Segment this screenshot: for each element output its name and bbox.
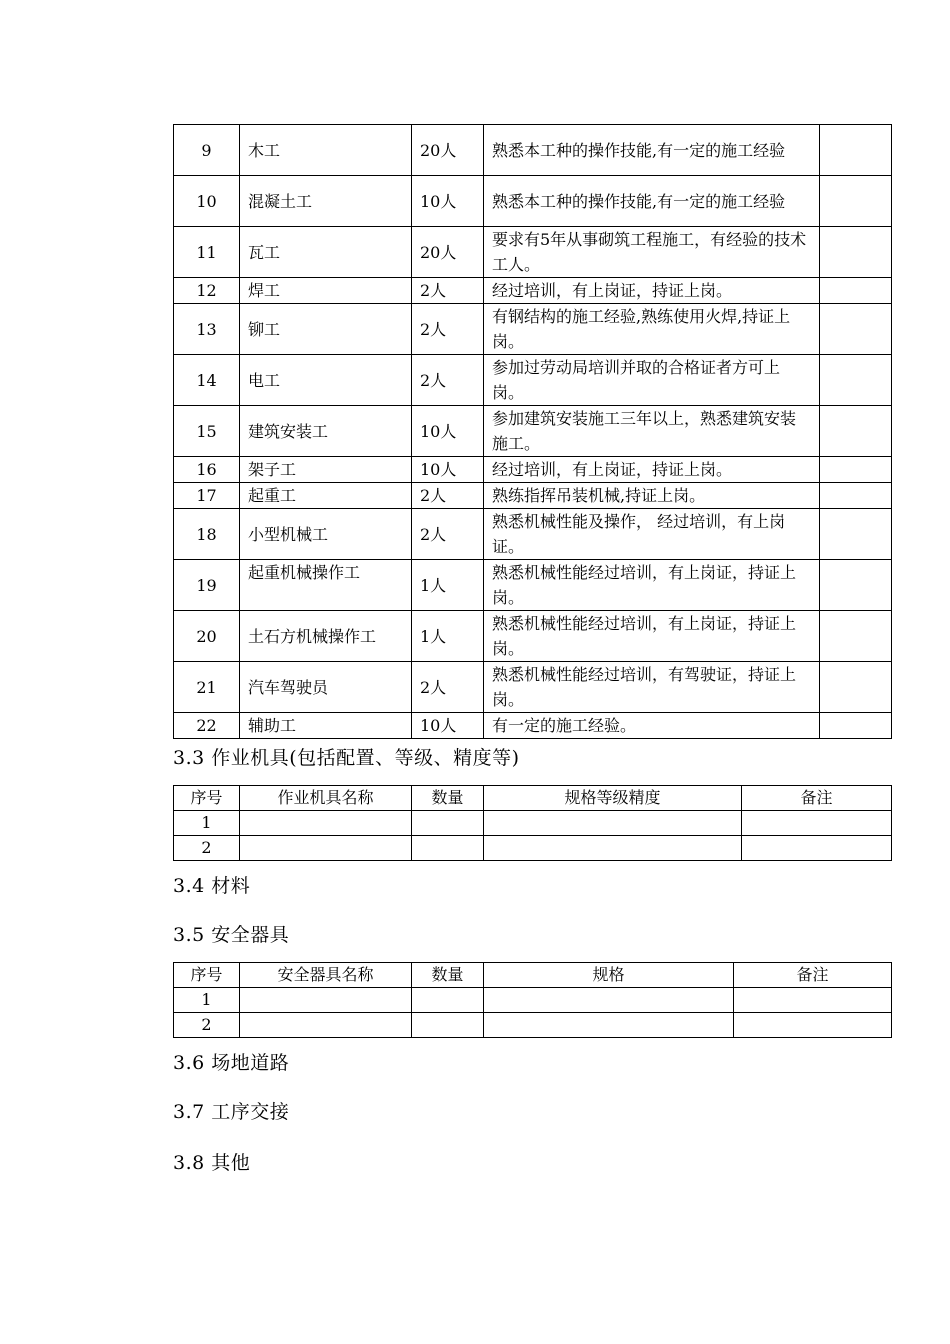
table-row [174, 278, 892, 304]
table-row [174, 227, 892, 278]
worker-count: 1人 [412, 611, 484, 662]
remark [820, 611, 892, 662]
table-row [174, 836, 892, 861]
column-header: 数量 [412, 963, 484, 988]
table-header-row [174, 786, 892, 811]
remark [820, 483, 892, 509]
section-3-4-heading: 3.4 材料 [173, 875, 251, 897]
cell [484, 988, 734, 1013]
table-row [174, 662, 892, 713]
row-number: 20 [174, 611, 240, 662]
trade-name: 架子工 [240, 457, 412, 483]
remark [820, 227, 892, 278]
cell [484, 811, 742, 836]
remark [820, 278, 892, 304]
trade-name: 起重机械操作工 [240, 560, 412, 611]
table-row [174, 483, 892, 509]
cell [484, 836, 742, 861]
remark [820, 125, 892, 176]
trade-name: 小型机械工 [240, 509, 412, 560]
row-number: 13 [174, 304, 240, 355]
worker-count: 2人 [412, 662, 484, 713]
row-number: 16 [174, 457, 240, 483]
column-header: 规格 [484, 963, 734, 988]
worker-count: 2人 [412, 509, 484, 560]
worker-count: 10人 [412, 457, 484, 483]
worker-count: 20人 [412, 227, 484, 278]
table-row [174, 988, 892, 1013]
cell [240, 1013, 412, 1038]
trade-name: 汽车驾驶员 [240, 662, 412, 713]
requirement: 熟悉机械性能经过培训，有上岗证，持证上岗。 [484, 560, 820, 611]
cell [742, 836, 892, 861]
table-row [174, 1013, 892, 1038]
requirement: 熟悉机械性能及操作， 经过培训，有上岗证。 [484, 509, 820, 560]
worker-count: 10人 [412, 406, 484, 457]
remark [820, 560, 892, 611]
worker-count: 2人 [412, 304, 484, 355]
row-number: 18 [174, 509, 240, 560]
row-number: 11 [174, 227, 240, 278]
workers-table [173, 124, 892, 739]
trade-name: 混凝土工 [240, 176, 412, 227]
table-row [174, 811, 892, 836]
table-header-row [174, 963, 892, 988]
row-number: 17 [174, 483, 240, 509]
requirement: 有一定的施工经验。 [484, 713, 820, 739]
section-3-5-heading: 3.5 安全器具 [173, 924, 290, 946]
table-row [174, 560, 892, 611]
cell [734, 988, 892, 1013]
column-header: 数量 [412, 786, 484, 811]
table-row [174, 611, 892, 662]
trade-name: 瓦工 [240, 227, 412, 278]
column-header: 序号 [174, 963, 240, 988]
cell [240, 988, 412, 1013]
remark [820, 355, 892, 406]
trade-name: 电工 [240, 355, 412, 406]
row-number: 15 [174, 406, 240, 457]
trade-name: 木工 [240, 125, 412, 176]
row-number: 1 [174, 988, 240, 1013]
requirement: 经过培训，有上岗证，持证上岗。 [484, 278, 820, 304]
cell [734, 1013, 892, 1038]
remark [820, 662, 892, 713]
cell [412, 1013, 484, 1038]
worker-count: 2人 [412, 278, 484, 304]
column-header: 序号 [174, 786, 240, 811]
row-number: 12 [174, 278, 240, 304]
worker-count: 10人 [412, 713, 484, 739]
requirement: 熟悉机械性能经过培训，有上岗证，持证上岗。 [484, 611, 820, 662]
table-row [174, 176, 892, 227]
remark [820, 457, 892, 483]
cell [412, 988, 484, 1013]
column-header: 备注 [742, 786, 892, 811]
worker-count: 20人 [412, 125, 484, 176]
table-row [174, 457, 892, 483]
requirement: 熟悉本工种的操作技能,有一定的施工经验 [484, 176, 820, 227]
trade-name: 起重工 [240, 483, 412, 509]
row-number: 21 [174, 662, 240, 713]
trade-name: 建筑安装工 [240, 406, 412, 457]
requirement: 有钢结构的施工经验,熟练使用火焊,持证上岗。 [484, 304, 820, 355]
row-number: 9 [174, 125, 240, 176]
remark [820, 406, 892, 457]
remark [820, 176, 892, 227]
section-3-7-heading: 3.7 工序交接 [173, 1101, 290, 1123]
row-number: 1 [174, 811, 240, 836]
row-number: 19 [174, 560, 240, 611]
table-row [174, 509, 892, 560]
row-number: 22 [174, 713, 240, 739]
trade-name: 焊工 [240, 278, 412, 304]
section-3-3-heading: 3.3 作业机具(包括配置、等级、精度等) [173, 747, 520, 769]
requirement: 熟悉机械性能经过培训，有驾驶证，持证上岗。 [484, 662, 820, 713]
row-number: 14 [174, 355, 240, 406]
remark [820, 509, 892, 560]
trade-name: 辅助工 [240, 713, 412, 739]
table-row [174, 125, 892, 176]
section-3-8-heading: 3.8 其他 [173, 1152, 251, 1174]
requirement: 参加建筑安装施工三年以上，熟悉建筑安装施工。 [484, 406, 820, 457]
cell [240, 836, 412, 861]
worker-count: 1人 [412, 560, 484, 611]
table-row [174, 304, 892, 355]
section-3-6-heading: 3.6 场地道路 [173, 1052, 290, 1074]
remark [820, 713, 892, 739]
safety-table [173, 962, 892, 1038]
requirement: 参加过劳动局培训并取的合格证者方可上岗。 [484, 355, 820, 406]
table-row [174, 355, 892, 406]
cell [412, 836, 484, 861]
column-header: 规格等级精度 [484, 786, 742, 811]
tools-table [173, 785, 892, 861]
requirement: 熟悉本工种的操作技能,有一定的施工经验 [484, 125, 820, 176]
table-row [174, 713, 892, 739]
requirement: 熟练指挥吊装机械,持证上岗。 [484, 483, 820, 509]
worker-count: 10人 [412, 176, 484, 227]
requirement: 经过培训，有上岗证，持证上岗。 [484, 457, 820, 483]
worker-count: 2人 [412, 483, 484, 509]
remark [820, 304, 892, 355]
column-header: 备注 [734, 963, 892, 988]
row-number: 10 [174, 176, 240, 227]
cell [484, 1013, 734, 1038]
row-number: 2 [174, 1013, 240, 1038]
cell [412, 811, 484, 836]
cell [742, 811, 892, 836]
table-row [174, 406, 892, 457]
trade-name: 铆工 [240, 304, 412, 355]
requirement: 要求有5年从事砌筑工程施工，有经验的技术工人。 [484, 227, 820, 278]
worker-count: 2人 [412, 355, 484, 406]
column-header: 作业机具名称 [240, 786, 412, 811]
trade-name: 土石方机械操作工 [240, 611, 412, 662]
column-header: 安全器具名称 [240, 963, 412, 988]
cell [240, 811, 412, 836]
row-number: 2 [174, 836, 240, 861]
